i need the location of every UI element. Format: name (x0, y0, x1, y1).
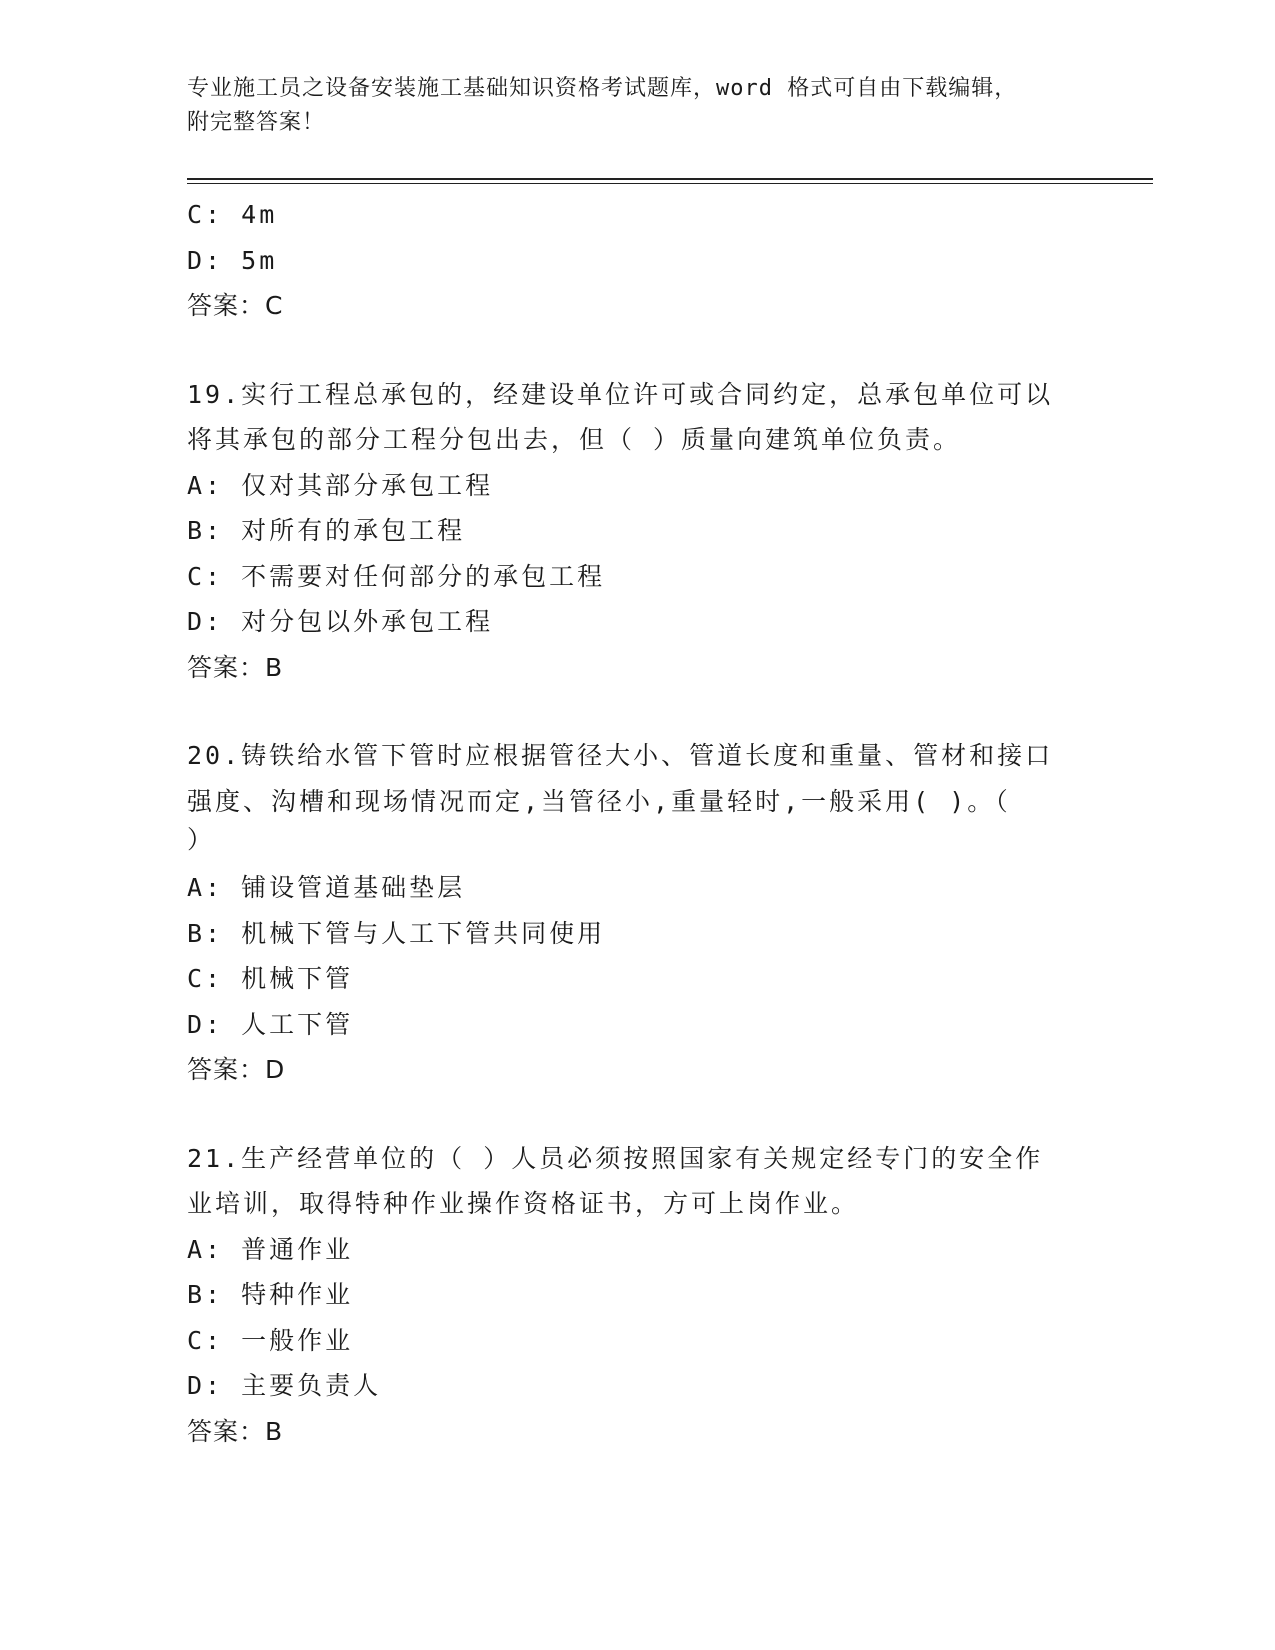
answer: 答案：D (187, 1055, 286, 1084)
option-a: A: 普通作业 (187, 1234, 354, 1264)
option-d: D: 5m (187, 245, 278, 275)
option-c: C: 一般作业 (187, 1325, 354, 1355)
question-text-line: 19.实行工程总承包的，经建设单位许可或合同约定，总承包单位可以 (187, 379, 1054, 409)
answer: 答案：C (187, 291, 284, 320)
option-d: D: 主要负责人 (187, 1371, 382, 1400)
question-text-line: ） (187, 825, 216, 854)
option-a: A: 铺设管道基础垫层 (187, 873, 466, 902)
option-a: A: 仅对其部分承包工程 (187, 470, 494, 500)
option-b: B: 机械下管与人工下管共同使用 (187, 918, 606, 948)
header-divider-top (187, 178, 1153, 180)
question-text-line: 强度、沟槽和现场情况而定,当管径小,重量轻时,一般采用( )。（ (187, 786, 1011, 816)
option-d: D: 对分包以外承包工程 (187, 607, 494, 636)
option-b: B: 特种作业 (187, 1280, 354, 1309)
header-line-1: 专业施工员之设备安装施工基础知识资格考试题库，word 格式可自由下载编辑， (187, 76, 1018, 101)
option-b: B: 对所有的承包工程 (187, 516, 466, 545)
question-21 (187, 1136, 1087, 1455)
question-20 (187, 733, 1087, 1093)
question-text-line: 将其承包的部分工程分包出去，但（ ）质量向建筑单位负责。 (187, 425, 962, 454)
option-d: D: 人工下管 (187, 1009, 354, 1039)
question-19 (187, 372, 1087, 691)
header-divider-bottom (187, 183, 1153, 184)
option-c: C: 4m (187, 200, 278, 229)
question-text-line: 21.生产经营单位的（ ）人员必须按照国家有关规定经专门的安全作 (187, 1143, 1044, 1173)
option-c: C: 不需要对任何部分的承包工程 (187, 561, 606, 591)
question-content (187, 192, 1087, 1454)
answer: 答案：B (187, 652, 284, 682)
question-text-line: 业培训，取得特种作业操作资格证书，方可上岗作业。 (187, 1189, 860, 1218)
question-text-line: 20.铸铁给水管下管时应根据管径大小、管道长度和重量、管材和接口 (187, 741, 1054, 770)
header-line-2: 附完整答案！ (187, 110, 326, 135)
document-header (187, 72, 1067, 140)
previous-question-tail (187, 192, 1087, 329)
option-c: C: 机械下管 (187, 964, 354, 993)
answer: 答案：B (187, 1416, 284, 1446)
